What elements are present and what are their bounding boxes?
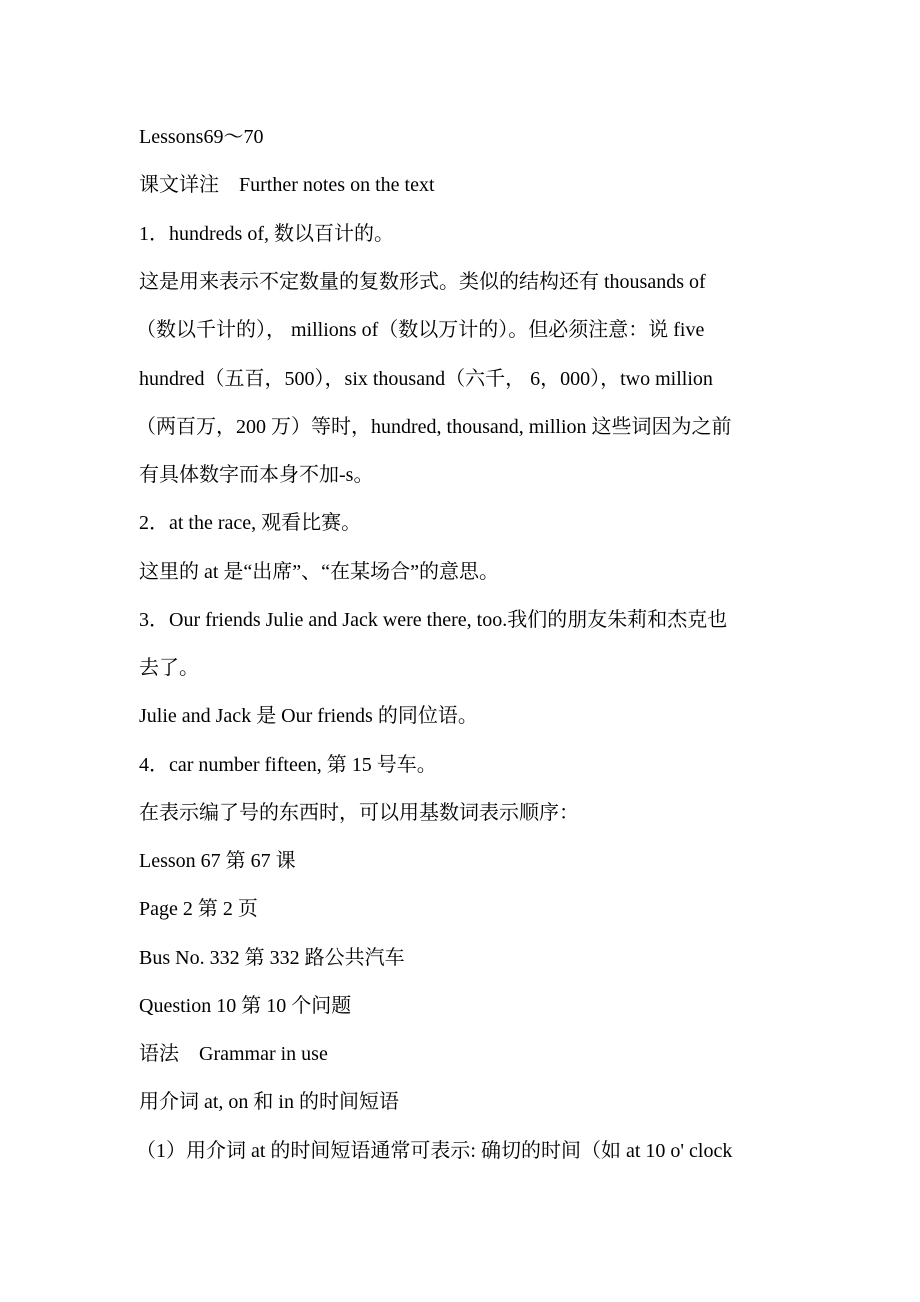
document-title: Lessons69～70	[139, 126, 264, 148]
paragraph-line: （1）用介词 at 的时间短语通常可表示: 确切的时间（如 at 10 o' clock	[136, 1140, 733, 1162]
note-item-1: 1．hundreds of, 数以百计的。	[139, 223, 394, 245]
paragraph-line: 去了。	[139, 657, 199, 679]
paragraph-line: Julie and Jack 是 Our friends 的同位语。	[139, 705, 478, 727]
paragraph-line: 在表示编了号的东西时，可以用基数词表示顺序：	[139, 802, 579, 824]
example-line: Lesson 67 第 67 课	[139, 850, 296, 872]
paragraph-line: 这是用来表示不定数量的复数形式。类似的结构还有 thousands of	[139, 271, 706, 293]
paragraph-line: （两百万，200 万）等时，hundred, thousand, million 这些词因为之前	[136, 416, 732, 438]
paragraph-line: 有具体数字而本身不加-s。	[139, 464, 374, 486]
example-line: Question 10 第 10 个问题	[139, 995, 352, 1017]
note-item-4: 4．car number fifteen, 第 15 号车。	[139, 754, 437, 776]
paragraph-line: （数以千计的）， millions of（数以万计的）。但必须注意：说 five	[136, 319, 705, 341]
section-heading-grammar: 语法 Grammar in use	[139, 1043, 328, 1065]
paragraph-line: 这里的 at 是“出席”、“在某场合”的意思。	[139, 561, 499, 583]
section-heading-notes: 课文详注 Further notes on the text	[139, 174, 435, 196]
example-line: Page 2 第 2 页	[139, 898, 258, 920]
grammar-subheading: 用介词 at, on 和 in 的时间短语	[139, 1091, 399, 1113]
note-item-3: 3．Our friends Julie and Jack were there, too.我们的朋友朱莉和杰克也	[139, 609, 728, 631]
paragraph-line: hundred（五百，500），six thousand（六千， 6，000），two million	[139, 368, 713, 390]
example-line: Bus No. 332 第 332 路公共汽车	[139, 947, 405, 969]
note-item-2: 2．at the race, 观看比赛。	[139, 512, 362, 534]
